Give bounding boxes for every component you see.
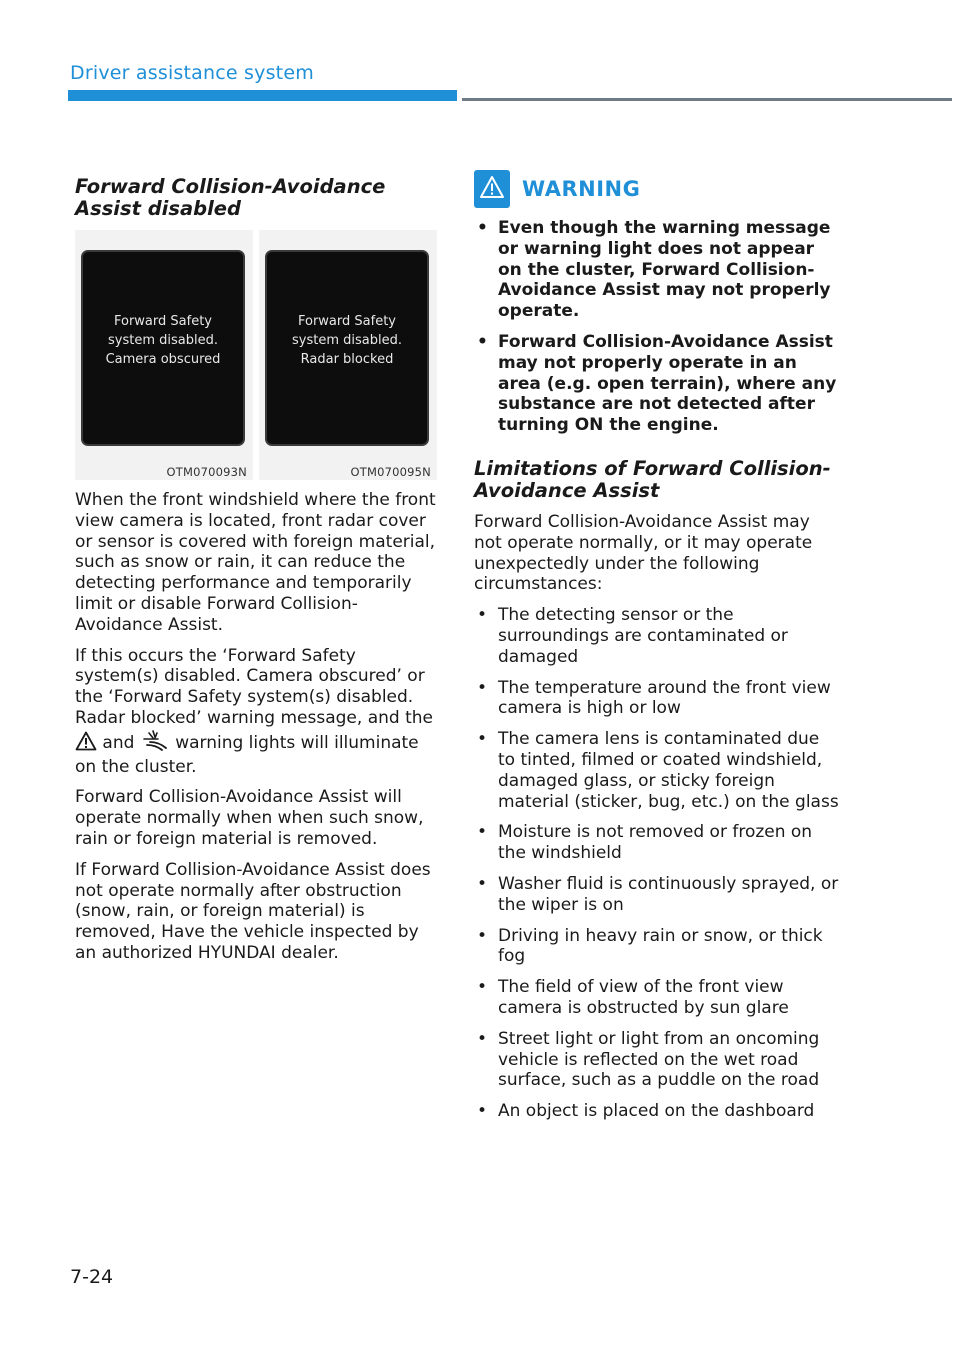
- warning-label: WARNING: [522, 177, 641, 201]
- section-title: Forward Collision-Avoidance Assist disabled: [75, 175, 386, 220]
- paragraph-covered-sensor: When the front windshield where the front view camera is located, front radar cover or sensor is covered with foreign material, such as snow or rain, it can reduce the detecting performance and temporarily limit or disable Forward Collision-Avoidance Assist.: [75, 490, 436, 635]
- limitations-list: [474, 605, 840, 1122]
- figure-camera-obscured: [75, 230, 253, 480]
- cluster-display: [267, 252, 427, 444]
- warning-triangle-icon: [479, 175, 505, 203]
- forward-collision-warning-icon: [140, 729, 170, 757]
- chapter-title: Driver assistance system: [70, 62, 314, 84]
- list-item: • The field of view of the front view camera is obstructed by sun glare: [474, 977, 840, 1019]
- cluster-display: [83, 252, 243, 444]
- left-column: [75, 176, 437, 964]
- figure-radar-blocked: [259, 230, 437, 480]
- paragraph-text: warning lights will illuminate on the cluster.: [75, 732, 419, 777]
- list-item: • Moisture is not removed or frozen on the windshield: [474, 822, 840, 864]
- list-item: • Driving in heavy rain or snow, or thick fog: [474, 926, 840, 968]
- cluster-message: Forward Safety system disabled. Camera obscured: [105, 313, 221, 367]
- list-item: • The temperature around the front view camera is high or low: [474, 678, 840, 720]
- list-item: • An object is placed on the dashboard: [474, 1101, 840, 1122]
- header-rule: [462, 98, 952, 101]
- paragraph-text: If this occurs the ‘Forward Safety system(s) disabled. Camera obscured’ or the ‘Forward Safety system(s) disabled. Radar blocked’ warning message, and the: [75, 645, 433, 728]
- paragraph-normal-operation: Forward Collision-Avoidance Assist will operate normally when when such snow, rain or foreign material is removed.: [75, 787, 424, 849]
- warning-header: [474, 170, 840, 208]
- section-title-limitations: Limitations of Forward Collision-Avoidance Assist: [474, 456, 831, 502]
- warning-badge: [474, 170, 510, 208]
- warning-list: [474, 218, 840, 436]
- paragraph-warning-message: [75, 646, 437, 778]
- figure-row: [75, 230, 437, 480]
- list-item: • Even though the warning message or warning light does not appear on the cluster, Forward Collision-Avoidance Assist may not properly operate.: [474, 218, 840, 322]
- list-item: • The detecting sensor or the surroundings are contaminated or damaged: [474, 605, 840, 667]
- paragraph-limitations-intro: Forward Collision-Avoidance Assist may not operate normally, or it may operate unexpectedly under the following circumstances:: [474, 511, 813, 595]
- warning-triangle-icon: [75, 731, 97, 757]
- right-column: [474, 170, 840, 1122]
- page-number: 7-24: [70, 1266, 114, 1288]
- figure-code: OTM070095N: [350, 465, 431, 479]
- list-item: • Forward Collision-Avoidance Assist may not properly operate in an area (e.g. open terrain), where any substance are not detected after turning ON the engine.: [474, 332, 840, 436]
- header-accent-bar: [68, 90, 457, 101]
- figure-code: OTM070093N: [166, 465, 247, 479]
- paragraph-text: and: [102, 732, 135, 753]
- cluster-message: Forward Safety system disabled. Radar blocked: [292, 313, 402, 367]
- paragraph-dealer-inspection: If Forward Collision-Avoidance Assist does not operate normally after obstruction (snow, rain, or foreign material) is removed, Have the vehicle inspected by an authorized HYUNDAI dealer.: [75, 859, 431, 963]
- list-item: • The camera lens is contaminated due to tinted, filmed or coated windshield, damaged glass, or sticky foreign material (sticker, bug, etc.) on the glass: [474, 729, 840, 812]
- list-item: • Washer fluid is continuously sprayed, or the wiper is on: [474, 874, 840, 916]
- list-item: • Street light or light from an oncoming vehicle is reflected on the wet road surface, such as a puddle on the road: [474, 1029, 840, 1091]
